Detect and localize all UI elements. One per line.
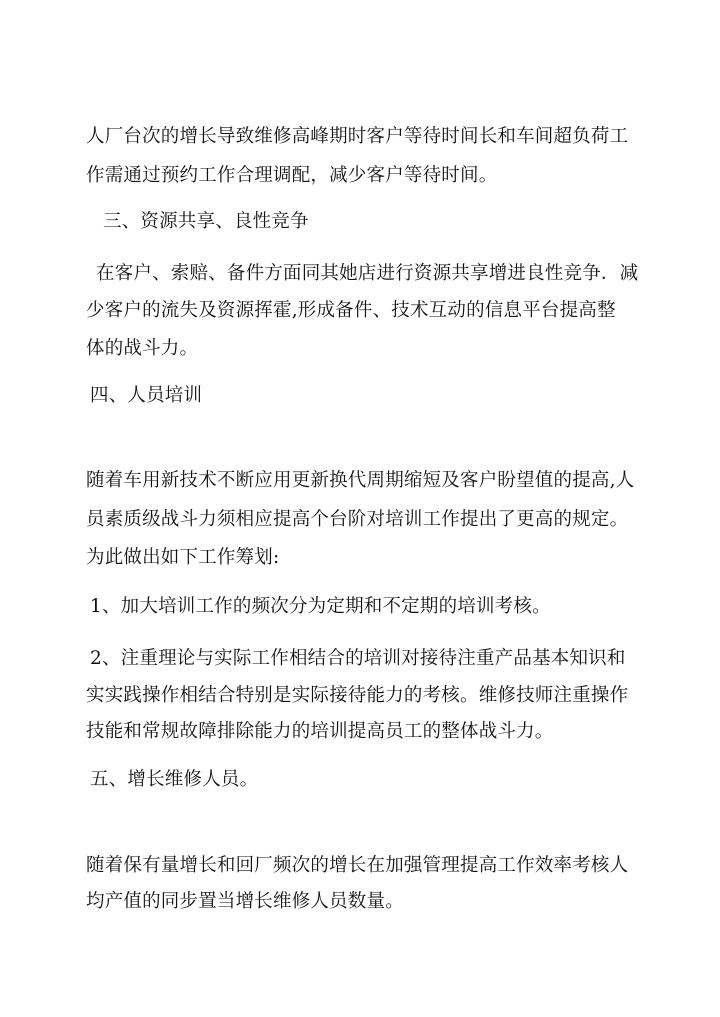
paragraph-line: 为此做出如下工作筹划: [86, 547, 280, 568]
paragraph-line: 随着车用新技术不断应用更新换代周期缩短及客户盼望值的提高,人 [86, 470, 635, 491]
section-heading-3: 三、资源共享、良性竞争 [103, 211, 309, 232]
list-item-1: 1、加大培训工作的频次分为定期和不定期的培训考核。 [90, 596, 551, 617]
section-heading-4: 四、人员培训 [90, 385, 203, 406]
section-heading-5: 五、增长维修人员。 [90, 769, 259, 790]
paragraph-line: 人厂台次的增长导致维修高峰期时客户等待时间长和车间超负荷工 [86, 126, 629, 147]
paragraph-line: 均产值的同步置当增长维修人员数量。 [86, 891, 404, 912]
paragraph-line: 员素质级战斗力须相应提高个台阶对培训工作提出了更高的规定。 [86, 509, 629, 530]
list-item-2-line: 实实践操作相结合特别是实际接待能力的考核。维修技师注重操作 [86, 685, 629, 706]
paragraph-line: 少客户的流失及资源挥霍,形成备件、技术互动的信息平台提高整 [86, 300, 616, 321]
paragraph-line: 作需通过预约工作合理调配，减少客户等待时间。 [86, 165, 498, 186]
paragraph-line: 体的战斗力。 [86, 338, 199, 359]
paragraph-line: 在客户、索赔、备件方面同其她店进行资源共享增进良性竞争．减 [96, 263, 639, 284]
list-item-2-line: 技能和常规故障排除能力的培训提高员工的整体战斗力。 [86, 721, 554, 742]
paragraph-line: 随着保有量增长和回厂频次的增长在加强管理提高工作效率考核人 [86, 855, 629, 876]
list-item-2-line: 2、注重理论与实际工作相结合的培训对接待注重产品基本知识和 [90, 648, 626, 669]
